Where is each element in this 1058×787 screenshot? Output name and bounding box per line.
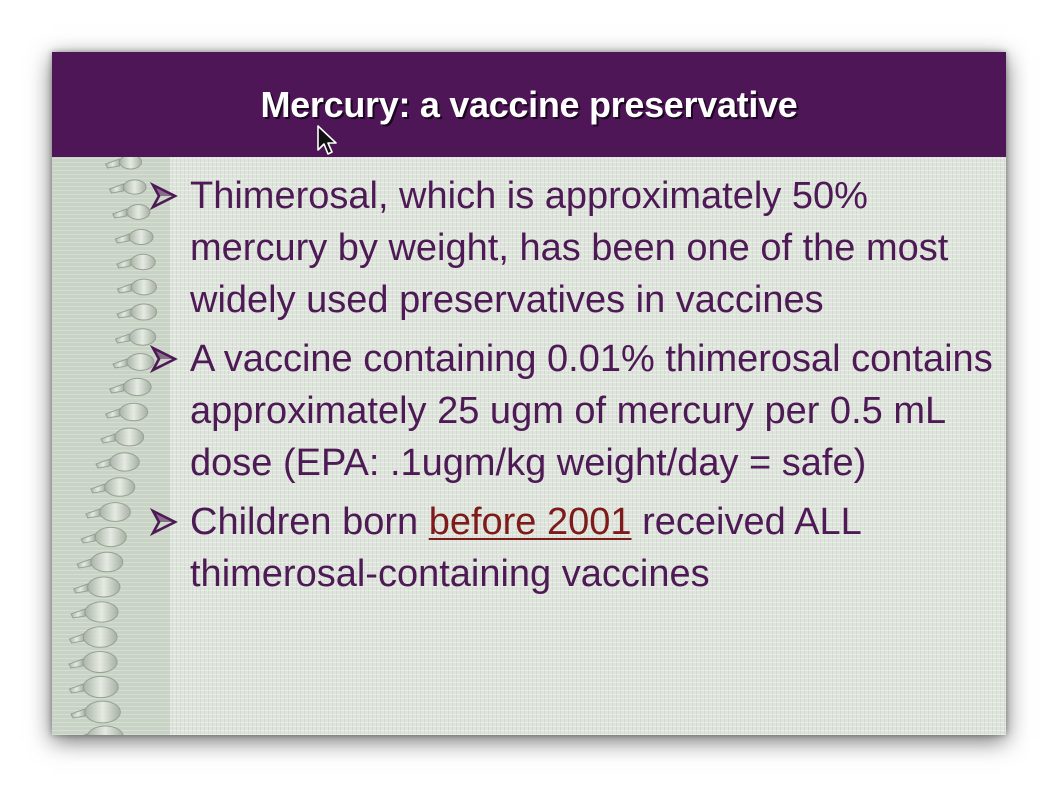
bullet-list [150,170,995,607]
bullet-item [150,333,995,489]
bullet-text-before: Children born [190,501,429,543]
arrow-bullet-icon [150,345,178,373]
arrow-bullet-icon [150,182,178,210]
arrow-bullet-icon [150,508,178,536]
presentation-slide [52,52,1006,735]
slide-title: Mercury: a vaccine preservative [260,84,798,125]
bullet-text-after: received ALL thimerosal-containing vaccines [190,501,861,595]
title-bar [52,52,1006,157]
mouse-pointer-icon [316,124,338,158]
bullet-item [150,496,995,600]
before-2001-link[interactable]: before 2001 [428,501,632,543]
bullet-text: A vaccine containing 0.01% thimerosal contains approximately 25 ugm of mercury per 0.5 mL dose (EPA: .1ugm/kg weight/day = safe) [190,338,993,484]
bullet-text: Thimerosal, which is approximately 50% mercury by weight, has been one of the most widely used preservatives in vaccines [190,175,949,321]
bullet-item [150,170,995,326]
